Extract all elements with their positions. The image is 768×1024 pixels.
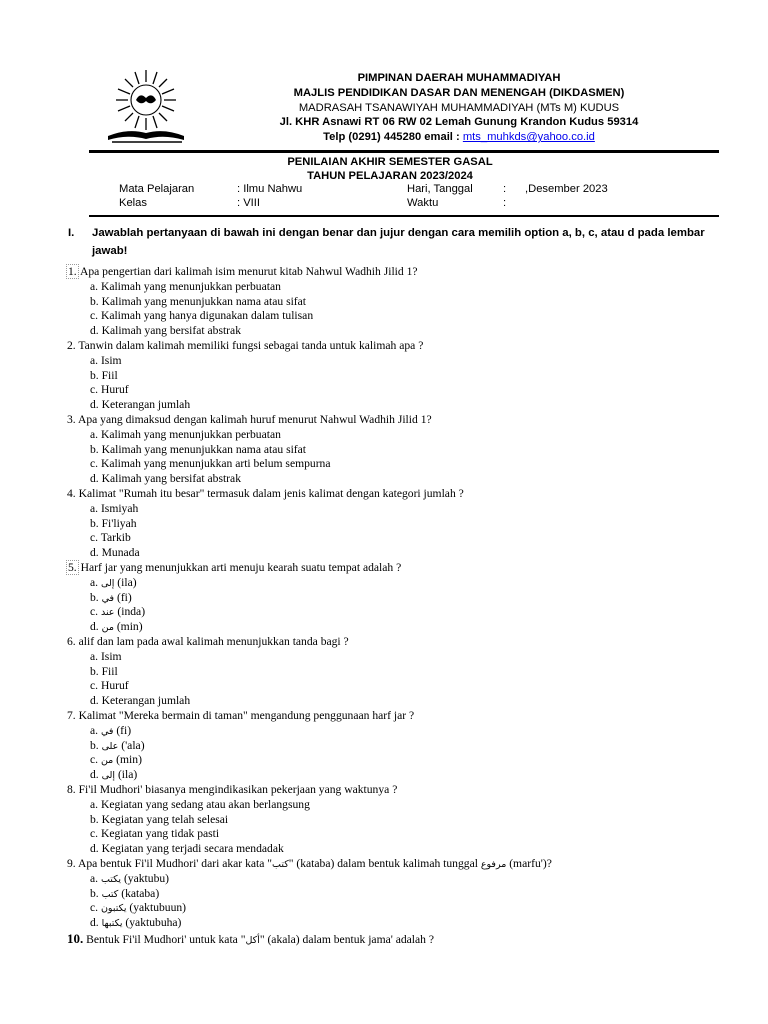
option-c xyxy=(90,605,145,618)
option-letter: a. xyxy=(90,871,101,885)
question-text: (marfu')? xyxy=(506,857,552,870)
option-b: b. Fiil xyxy=(90,368,118,382)
question-7 xyxy=(67,709,414,722)
muhammadiyah-logo xyxy=(98,66,194,148)
arabic-word: كتب xyxy=(272,859,289,870)
header-phone: Telp (0291) 445280 email : xyxy=(323,131,463,144)
option-d: d. Kalimah yang bersifat abstrak xyxy=(90,472,241,486)
class-label: Kelas xyxy=(119,197,147,209)
question-6 xyxy=(67,635,349,648)
letterhead xyxy=(230,71,688,145)
option-c: c. Huruf xyxy=(90,679,129,693)
question-text: Fi'il Mudhori' biasanya mengindikasikan pekerjaan yang waktunya ? xyxy=(75,783,398,796)
header-divider xyxy=(89,150,719,153)
question-text: Apa bentuk Fi'il Mudhori' dari akar kata " xyxy=(75,857,273,870)
date-label: Hari, Tanggal xyxy=(407,183,473,195)
instruction-number: I. xyxy=(68,227,75,239)
date-value: ,Desember 2023 xyxy=(525,183,608,195)
instruction-text: Jawablah pertanyaan di bawah ini dengan benar dan jujur dengan cara memilih option a, b, c, atau d pada lembar jawab! xyxy=(92,227,705,257)
arabic-word: في xyxy=(100,725,114,737)
option-a xyxy=(90,872,169,885)
question-text: Kalimat "Mereka bermain di taman" mengandung penggunaan harf jar ? xyxy=(75,709,415,722)
question-text: Tanwin dalam kalimah memiliki fungsi sebagai tanda untuk kalimah apa ? xyxy=(75,339,424,352)
option-c: c. Huruf xyxy=(90,383,129,397)
date-colon: : xyxy=(503,183,507,195)
option-letter: c. xyxy=(90,901,101,915)
time-colon: : xyxy=(503,197,507,209)
arabic-word: عند xyxy=(100,607,115,619)
option-transliteration: (kataba) xyxy=(118,886,160,900)
option-b: b. Fi'liyah xyxy=(90,516,137,530)
question-number: 8. xyxy=(67,783,76,796)
option-a: a. Ismiyah xyxy=(90,501,139,515)
option-b xyxy=(90,739,145,752)
option-letter: c. xyxy=(90,753,101,767)
header-address: Jl. KHR Asnawi RT 06 RW 02 Lemah Gunung Krandon Kudus 59314 xyxy=(279,116,639,129)
option-transliteration: (yaktubu) xyxy=(121,871,170,885)
question-number: 5. xyxy=(68,561,77,574)
option-transliteration: (yaktubuha) xyxy=(122,916,182,930)
question-number: 3. xyxy=(67,413,76,426)
option-d: d. Keterangan jumlah xyxy=(90,398,191,412)
option-transliteration: (ila) xyxy=(114,575,137,589)
option-a: a. Isim xyxy=(90,649,122,663)
question-text: Kalimat "Rumah itu besar" termasuk dalam jenis kalimat dengan kategori jumlah ? xyxy=(75,487,464,500)
option-a: a. Kalimah yang menunjukkan perbuatan xyxy=(90,279,281,293)
option-c: c. Kegiatan yang tidak pasti xyxy=(90,827,220,841)
option-c: c. Kalimah yang hanya digunakan dalam tulisan xyxy=(90,309,314,323)
option-letter: d. xyxy=(90,916,102,930)
time-label: Waktu xyxy=(407,197,439,209)
option-b: b. Kegiatan yang telah selesai xyxy=(90,812,229,826)
arabic-word: مرفوع xyxy=(480,859,507,870)
option-letter: c. xyxy=(90,605,101,619)
exam-title xyxy=(230,155,550,183)
arabic-word: إلى xyxy=(101,770,116,782)
header-contact xyxy=(230,130,688,145)
option-d xyxy=(90,916,181,929)
email-link[interactable]: mts_muhkds@yahoo.co.id xyxy=(462,131,595,144)
info-divider xyxy=(89,215,719,217)
question-text: " (kataba) dalam bentuk kalimah tunggal xyxy=(288,857,481,870)
arabic-word: يكتبون xyxy=(100,903,127,915)
header-council: MAJLIS PENDIDIKAN DASAR DAN MENENGAH (DIKDASMEN) xyxy=(293,86,625,99)
arabic-word: من xyxy=(101,622,114,634)
question-5 xyxy=(67,561,401,574)
option-letter: b. xyxy=(90,738,102,752)
option-transliteration: (fi) xyxy=(114,590,132,604)
option-transliteration: (fi) xyxy=(113,723,132,737)
option-b: b. Kalimah yang menunjukkan nama atau sifat xyxy=(90,294,307,308)
question-9 xyxy=(67,857,552,870)
arabic-word: أكل xyxy=(245,935,260,946)
option-letter: a. xyxy=(90,723,101,737)
option-d: d. Kegiatan yang terjadi secara mendadak xyxy=(90,842,284,856)
option-transliteration: (min) xyxy=(113,620,143,634)
option-letter: d. xyxy=(90,620,102,634)
question-number: 1. xyxy=(68,265,77,278)
subject-label: Mata Pelajaran xyxy=(119,183,195,195)
option-b: b. Fiil xyxy=(90,664,118,678)
option-c: c. Kalimah yang menunjukkan arti belum sempurna xyxy=(90,457,331,471)
question-number: 10. xyxy=(67,931,84,946)
question-10 xyxy=(67,931,434,947)
option-d xyxy=(90,768,137,781)
option-a: a. Isim xyxy=(90,353,122,367)
option-transliteration: (yaktubuun) xyxy=(126,901,187,915)
question-number: 6. xyxy=(67,635,76,648)
question-4 xyxy=(67,487,464,500)
option-d: d. Kalimah yang bersifat abstrak xyxy=(90,324,241,338)
arabic-word: يكتب xyxy=(100,873,122,885)
option-a: a. Kalimah yang menunjukkan perbuatan xyxy=(90,427,281,441)
option-c: c. Tarkib xyxy=(90,531,131,545)
question-text: Apa pengertian dari kalimah isim menurut kitab Nahwul Wadhih Jilid 1? xyxy=(77,265,418,278)
option-b: b. Kalimah yang menunjukkan nama atau sifat xyxy=(90,442,307,456)
arabic-word: كتب xyxy=(101,888,119,900)
option-b xyxy=(90,591,132,604)
option-letter: a. xyxy=(90,575,101,589)
question-text: Bentuk Fi'il Mudhori' untuk kata " xyxy=(83,933,246,946)
question-number: 4. xyxy=(67,487,76,500)
exam-title-line1: PENILAIAN AKHIR SEMESTER GASAL xyxy=(287,156,493,168)
option-letter: d. xyxy=(90,768,102,782)
option-letter: b. xyxy=(90,590,102,604)
option-a xyxy=(90,576,137,589)
arabic-word: على xyxy=(101,740,119,752)
arabic-word: يكتبها xyxy=(101,918,123,930)
exam-title-line2: TAHUN PELAJARAN 2023/2024 xyxy=(307,170,473,182)
question-text: alif dan lam pada awal kalimah menunjukkan tanda bagi ? xyxy=(75,635,349,648)
option-b xyxy=(90,887,159,900)
question-3 xyxy=(67,413,432,426)
option-transliteration: (ila) xyxy=(115,768,138,782)
question-8 xyxy=(67,783,397,796)
question-2 xyxy=(67,339,423,352)
question-text: Apa yang dimaksud dengan kalimah huruf menurut Nahwul Wadhih Jilid 1? xyxy=(75,413,432,426)
option-c xyxy=(90,901,186,914)
arabic-word: من xyxy=(100,755,114,767)
question-text: Harf jar yang menunjukkan arti menuju kearah suatu tempat adalah ? xyxy=(77,561,402,574)
header-organization: PIMPINAN DAERAH MUHAMMADIYAH xyxy=(357,72,561,84)
option-c xyxy=(90,753,142,766)
option-letter: b. xyxy=(90,886,102,900)
subject-value: : Ilmu Nahwu xyxy=(237,183,303,195)
option-transliteration: (min) xyxy=(113,753,142,767)
option-transliteration: (inda) xyxy=(114,605,146,619)
question-number: 7. xyxy=(67,709,76,722)
option-d: d. Keterangan jumlah xyxy=(90,694,191,708)
option-a: a. Kegiatan yang sedang atau akan berlangsung xyxy=(90,797,310,811)
header-school: MADRASAH TSANAWIYAH MUHAMMADIYAH (MTs M) KUDUS xyxy=(298,101,620,114)
question-number: 9. xyxy=(67,857,76,870)
question-text: " (akala) dalam bentuk jama' adalah ? xyxy=(259,933,435,946)
question-number: 2. xyxy=(67,339,76,352)
option-transliteration: ('ala) xyxy=(118,738,145,752)
option-d xyxy=(90,620,143,633)
arabic-word: إلى xyxy=(100,577,115,589)
class-value: : VIII xyxy=(237,197,261,209)
question-1 xyxy=(67,265,418,278)
option-a xyxy=(90,724,131,737)
option-d: d. Munada xyxy=(90,546,140,560)
arabic-word: في xyxy=(101,592,115,604)
